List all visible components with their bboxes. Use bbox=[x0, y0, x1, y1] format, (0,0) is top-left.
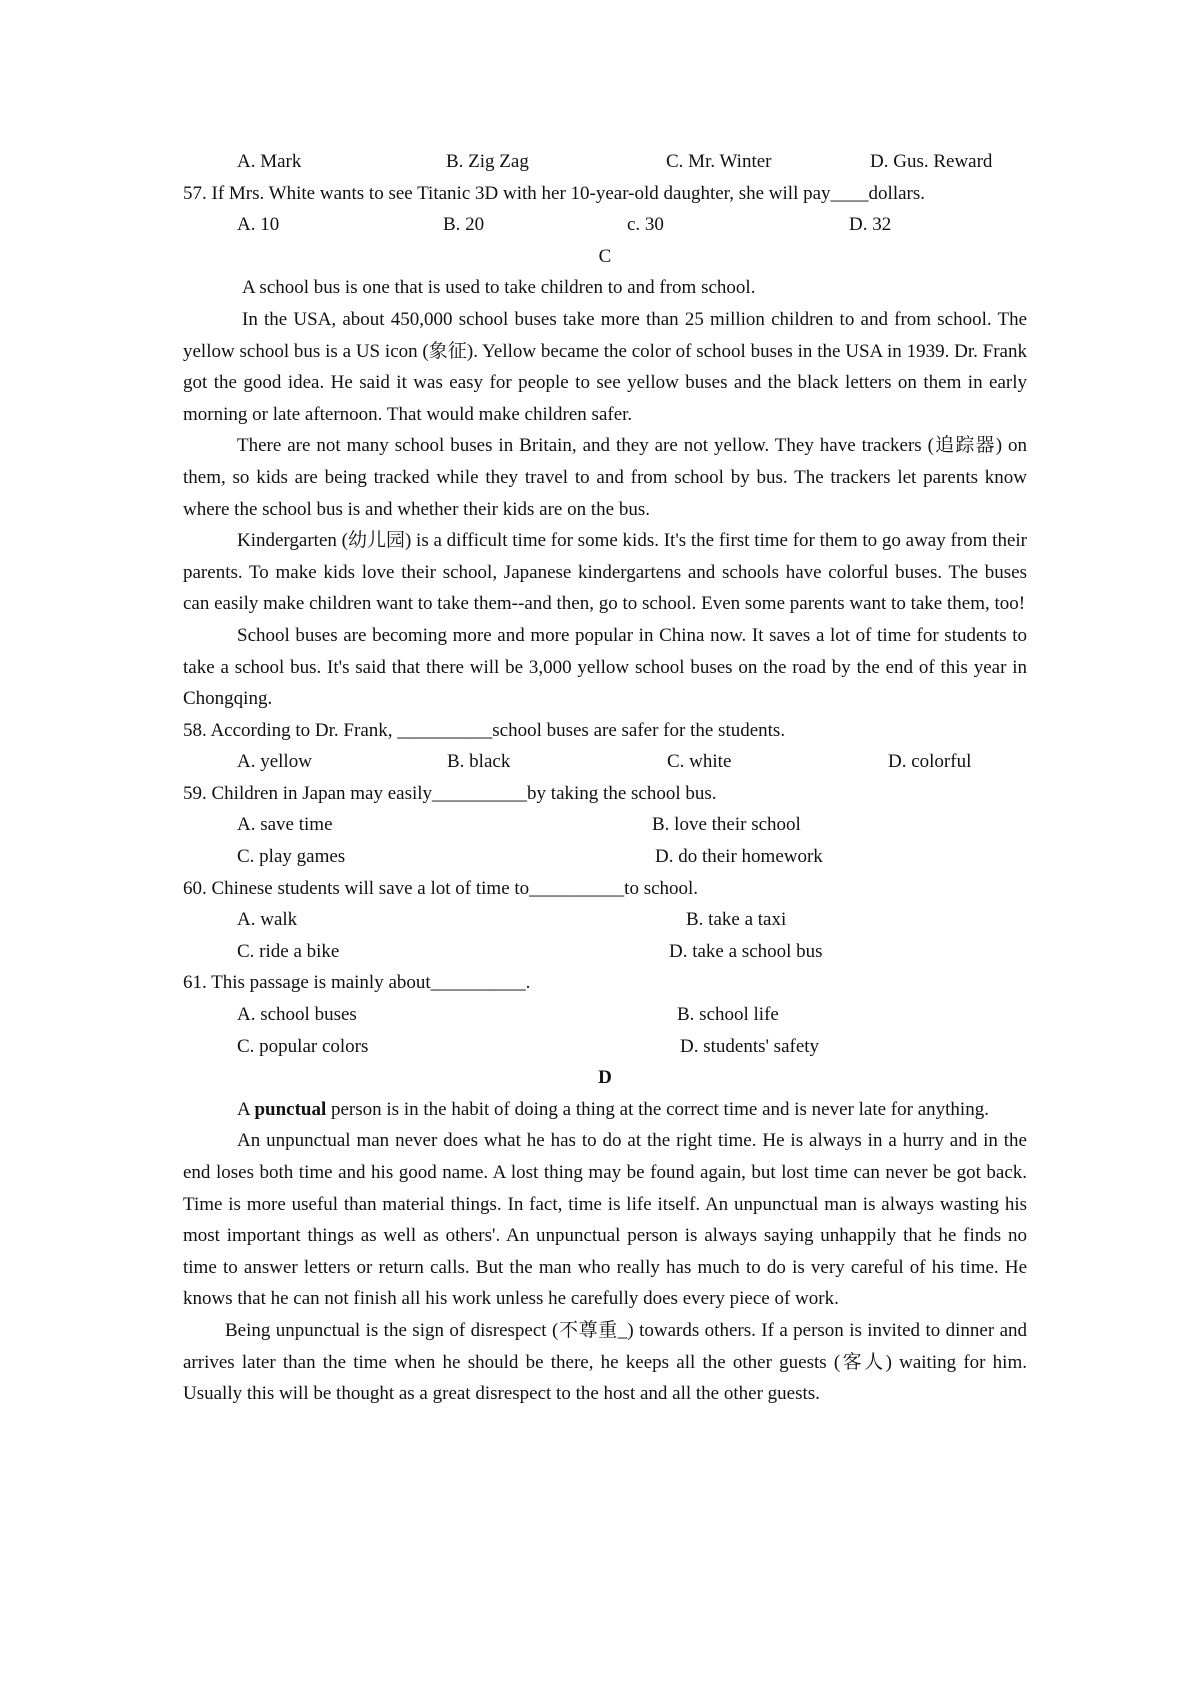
section-c-heading: C bbox=[598, 245, 612, 267]
option-a: A. Mark bbox=[237, 151, 302, 172]
option-a: A. yellow bbox=[237, 751, 312, 773]
q60-stem: 60. Chinese students will save a lot of time to__________to school. bbox=[183, 877, 699, 899]
option-b: B. school life bbox=[677, 1004, 779, 1026]
paragraph-text: person is in the habit of doing a thing at the correct time and is never late for anything. bbox=[326, 1098, 989, 1120]
option-b: B. take a taxi bbox=[686, 909, 787, 931]
option-a: A. school buses bbox=[237, 1004, 357, 1026]
section-d-heading: D bbox=[598, 1067, 612, 1089]
option-c: C. white bbox=[667, 751, 732, 773]
q61-stem: 61. This passage is mainly about__________. bbox=[183, 972, 531, 994]
option-d: D. students' safety bbox=[680, 1035, 820, 1057]
option-a: A. 10 bbox=[237, 214, 280, 236]
option-c: c. 30 bbox=[627, 214, 664, 236]
q57-stem: 57. If Mrs. White wants to see Titanic 3D with her 10-year-old daughter, she will pay____dollars. bbox=[183, 182, 926, 204]
option-d: D. 32 bbox=[849, 214, 892, 236]
q59-stem: 59. Children in Japan may easily__________by taking the school bus. bbox=[183, 782, 717, 804]
option-d: D. colorful bbox=[888, 751, 972, 773]
q58-stem: 58. According to Dr. Frank, __________school buses are safer for the students. bbox=[183, 719, 786, 741]
section-c-paragraph: School buses are becoming more and more popular in China now. It saves a lot of time for students to take a school bus. It's said that there will be 3,000 yellow school buses on the road by the end of this year in Chongqing. bbox=[183, 624, 1027, 710]
section-c-paragraph: Kindergarten (幼儿园) is a difficult time for some kids. It's the first time for them to go away from their parents. To make kids love their school, Japanese kindergartens and schools have colorful buses. The buses can easily make children want to take them--and then, go to school. Even some parents want to take them, too! bbox=[183, 530, 1027, 615]
page-content bbox=[183, 146, 1027, 1410]
option-d: D. Gus. Reward bbox=[870, 151, 993, 172]
q61-options-row1 bbox=[183, 999, 1027, 1031]
q60-options-row2 bbox=[183, 936, 1027, 968]
q60-options-row1 bbox=[183, 904, 1027, 936]
option-c: C. play games bbox=[237, 846, 346, 868]
section-d-paragraph-2: An unpunctual man never does what he has to do at the right time. He is always in a hurry and in the end loses both time and his good name. A lost thing may be found again, but lost time can never be got back. Time is more useful than material things. In fact, time is life itself. An unpunctual man is always wasting his most important things as well as others'. An unpunctual person is always saying unhappily that he finds no time to answer letters or return calls. But the man who really has much to do is very careful of his time. He knows that he can not finish all his work unless he carefully does every piece of work. bbox=[183, 1130, 1027, 1310]
option-c: C. Mr. Winter bbox=[666, 151, 772, 172]
q58-options bbox=[183, 746, 1027, 778]
section-c-paragraph: There are not many school buses in Britain, and they are not yellow. They have trackers (追踪器) on them, so kids are being tracked while they travel to and from school by bus. The trackers let parents know where the school bus is and whether their kids are on the bus. bbox=[183, 435, 1027, 520]
paragraph-text: A bbox=[237, 1098, 255, 1120]
option-b: B. black bbox=[447, 751, 511, 773]
option-a: A. save time bbox=[237, 814, 333, 836]
option-b: B. Zig Zag bbox=[446, 151, 529, 172]
option-d: D. do their homework bbox=[655, 846, 823, 868]
option-c: C. popular colors bbox=[237, 1035, 369, 1057]
keyword-punctual: punctual bbox=[254, 1098, 327, 1120]
option-d: D. take a school bus bbox=[669, 940, 823, 962]
option-c: C. ride a bike bbox=[237, 940, 340, 962]
q59-options-row2 bbox=[183, 841, 1027, 873]
section-c-paragraph: In the USA, about 450,000 school buses take more than 25 million children to and from school. The yellow school bus is a US icon (象征). Yellow became the color of school buses in the USA in 1939. Dr. Frank got the good idea. He said it was easy for people to see yellow buses and the black letters on them in early morning or late afternoon. That would make children safer. bbox=[183, 308, 1027, 425]
section-c-paragraph: A school bus is one that is used to take children to and from school. bbox=[242, 277, 756, 299]
q56-options bbox=[183, 146, 1027, 178]
q59-options-row1 bbox=[183, 809, 1027, 841]
q61-options-row2 bbox=[183, 1031, 1027, 1063]
q57-options bbox=[183, 209, 1027, 241]
section-d-paragraph-3: Being unpunctual is the sign of disrespect (不尊重_) towards others. If a person is invited to dinner and arrives later than the time when he should be there, he keeps all the other guests (客人) waiting for him. Usually this will be thought as a great disrespect to the host and all the other guests. bbox=[183, 1319, 1027, 1405]
option-b: B. 20 bbox=[443, 214, 485, 236]
option-a: A. walk bbox=[237, 909, 298, 931]
section-d-paragraph-1 bbox=[183, 1094, 1027, 1126]
option-b: B. love their school bbox=[652, 814, 801, 836]
